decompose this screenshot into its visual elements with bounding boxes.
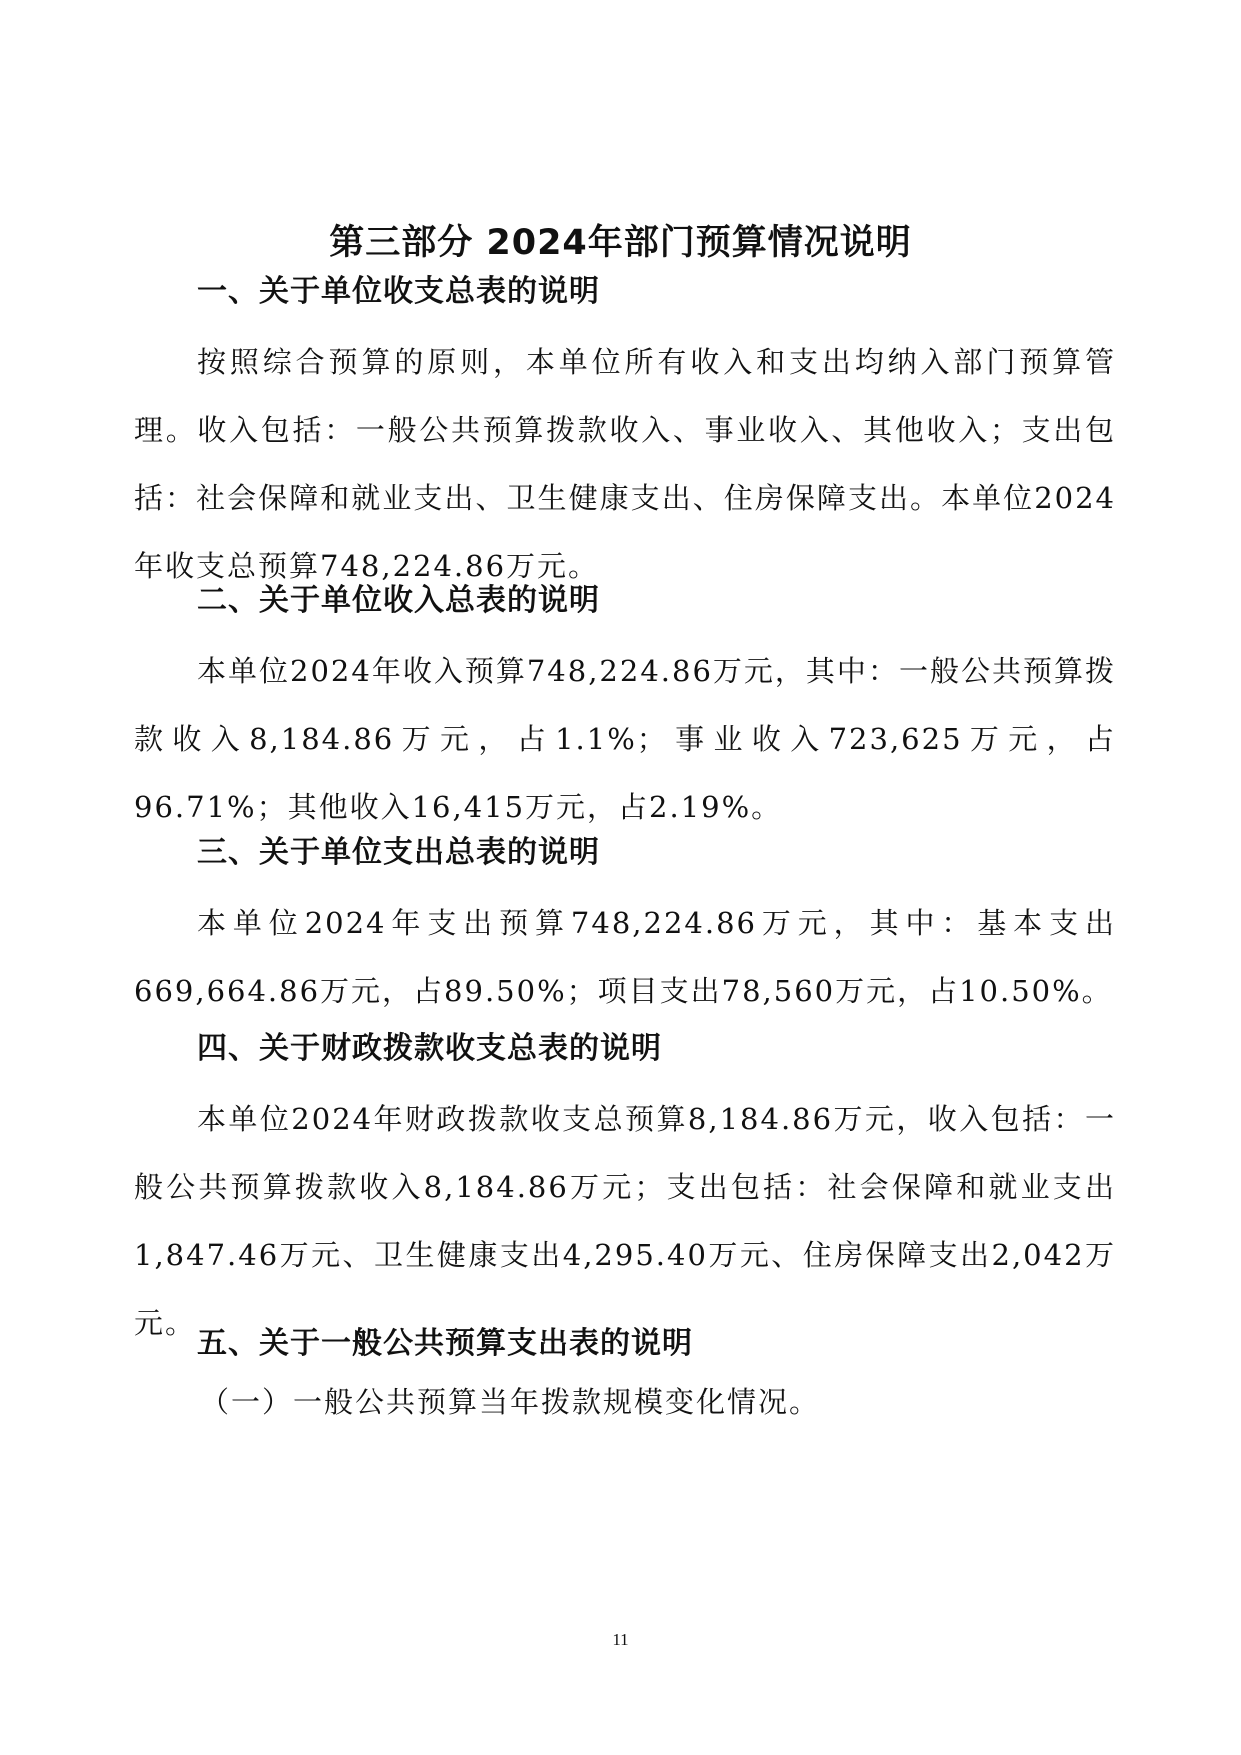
- section-heading-5: 五、关于一般公共预算支出表的说明: [197, 1326, 693, 1361]
- section-heading-1: 一、关于单位收支总表的说明: [197, 274, 600, 309]
- section-paragraph-3: 本单位2024年支出预算748,224.86万元，其中：基本支出669,664.86万元，占89.50%；项目支出78,560万元，占10.50%。: [134, 906, 1116, 1008]
- section-paragraph-1: 按照综合预算的原则，本单位所有收入和支出均纳入部门预算管理。收入包括：一般公共预算拨款收入、事业收入、其他收入；支出包括：社会保障和就业支出、卫生健康支出、住房保障支出。本单位2024年收支总预算748,224.86万元。: [134, 345, 1116, 583]
- section-heading-2: 二、关于单位收入总表的说明: [197, 583, 600, 618]
- section-paragraph-2: 本单位2024年收入预算748,224.86万元，其中：一般公共预算拨款收入8,184.86万元，占1.1%；事业收入723,625万元，占96.71%；其他收入16,415万元，占2.19%。: [134, 654, 1116, 824]
- section-heading-3: 三、关于单位支出总表的说明: [197, 835, 600, 870]
- section-heading-4: 四、关于财政拨款收支总表的说明: [197, 1031, 662, 1066]
- section-paragraph-4: 本单位2024年财政拨款收支总预算8,184.86万元，收入包括：一般公共预算拨款收入8,184.86万元；支出包括：社会保障和就业支出1,847.46万元、卫生健康支出4,295.40万元、住房保障支出2,042万元。: [134, 1102, 1116, 1340]
- page-title: 第三部分 2024年部门预算情况说明: [329, 223, 912, 263]
- page-number: 11: [612, 1630, 629, 1649]
- subsection-heading: （一）一般公共预算当年拨款规模变化情况。: [200, 1385, 821, 1419]
